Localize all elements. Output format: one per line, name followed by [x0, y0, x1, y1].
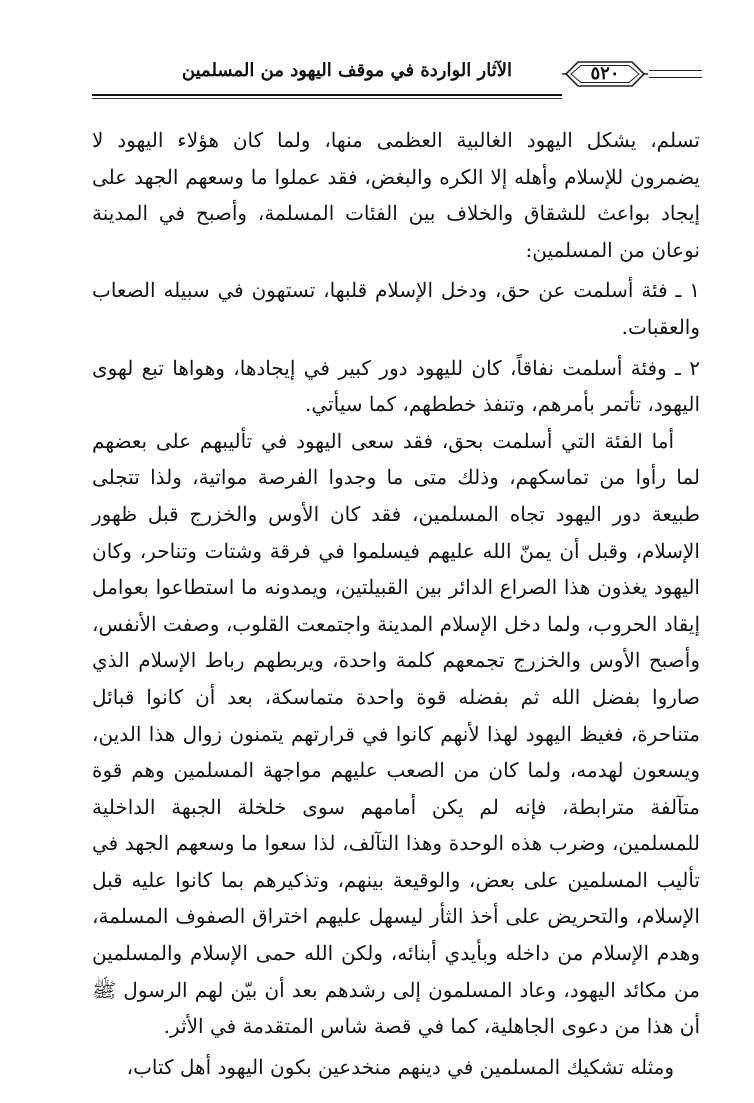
page-header	[92, 56, 702, 108]
main-text	[92, 122, 700, 1085]
page-number-frame	[562, 58, 648, 90]
header-double-line	[649, 70, 702, 78]
list-item: ٢ ـ وفئة أسلمت نفاقاً، كان لليهود دور كبير في إيجادها، وهواها تبع لهوى اليهود، تأتمر بأمرهم، وتنفذ خططهم، كما سيأتي.	[92, 355, 700, 417]
page-number: ٥٢٠	[590, 63, 620, 84]
paragraph: تسلم، يشكل اليهود الغالبية العظمى منها، ولما كان هؤلاء اليهود لا يضمرون للإسلام وأهله إلا الكره والبغض، فقد عملوا ما وسعهم الجهد على إيجاد بواعث للشقاق والخلاف بين الفئات المسلمة، وأصبح في المدينة نوعان من المسلمين:	[92, 128, 700, 262]
paragraph: أما الفئة التي أسلمت بحق، فقد سعى اليهود في تأليبهم على بعضهم لما رأوا من تماسكهم، وذلك متى ما وجدوا الفرصة مواتية، ولذا تتجلى طبيعة دور اليهود تجاه المسلمين، فقد كان الأوس والخزرج قبل ظهور الإسلام، وقبل أن يمنّ الله عليهم فيسلموا في فرقة وشتات وتناحر، وكان اليهود يغذون هذا الصراع الدائر بين القبيلتين، ويمدونه ما استطاعوا بعوامل إيقاد الحروب، ولما دخل الإسلام المدينة واجتمعت القلوب، وصفت الأنفس، وأصبح الأوس والخزرج تجمعهم كلمة واحدة، ويربطهم رباط الإسلام الذي صاروا بفضل الله ثم بفضله قوة واحدة متماسكة، بعد أن كانوا قبائل متناحرة، فغيظ اليهود لهذا لأنهم كانوا في قرارتهم يتمنون زوال هذا الدين، ويسعون لهدمه، ولما كان من الصعب عليهم مواجهة المسلمين وهم قوة متآلفة مترابطة، فإنه لم يكن أمامهم سوى خلخلة الجبهة الداخلية للمسلمين، وضرب هذه الوحدة وهذا التآلف، لذا سعوا ما وسعهم الجهد في تأليب المسلمين على بعض، والوقيعة بينهم، وتذكيرهم بما كانوا عليه قبل الإسلام، والتحريض على أخذ الثأر ليسهل عليهم اختراق الصفوف المسلمة، وهدم الإسلام من داخله وبأيدي أبنائه، ولكن الله حمى الإسلام والمسلمين من مكائد اليهود، وعاد المسلمون إلى رشدهم بعد أن بيّن لهم الرسول ﷺ أن هذا من دعوى الجاهلية، كما في قصة شاس المتقدمة في الأثر.	[92, 428, 700, 1039]
list-item: ١ ـ فئة أسلمت عن حق، ودخل الإسلام قلبها، تستهون في سبيله الصعاب والعقبات.	[92, 278, 700, 339]
header-rule	[92, 94, 562, 96]
running-title: الآثار الواردة في موقف اليهود من المسلمين	[181, 60, 512, 81]
header-rule-thin	[92, 98, 562, 99]
paragraph: ومثله تشكيك المسلمين في دينهم منخدعين بكون اليهود أهل كتاب،	[126, 1054, 674, 1079]
